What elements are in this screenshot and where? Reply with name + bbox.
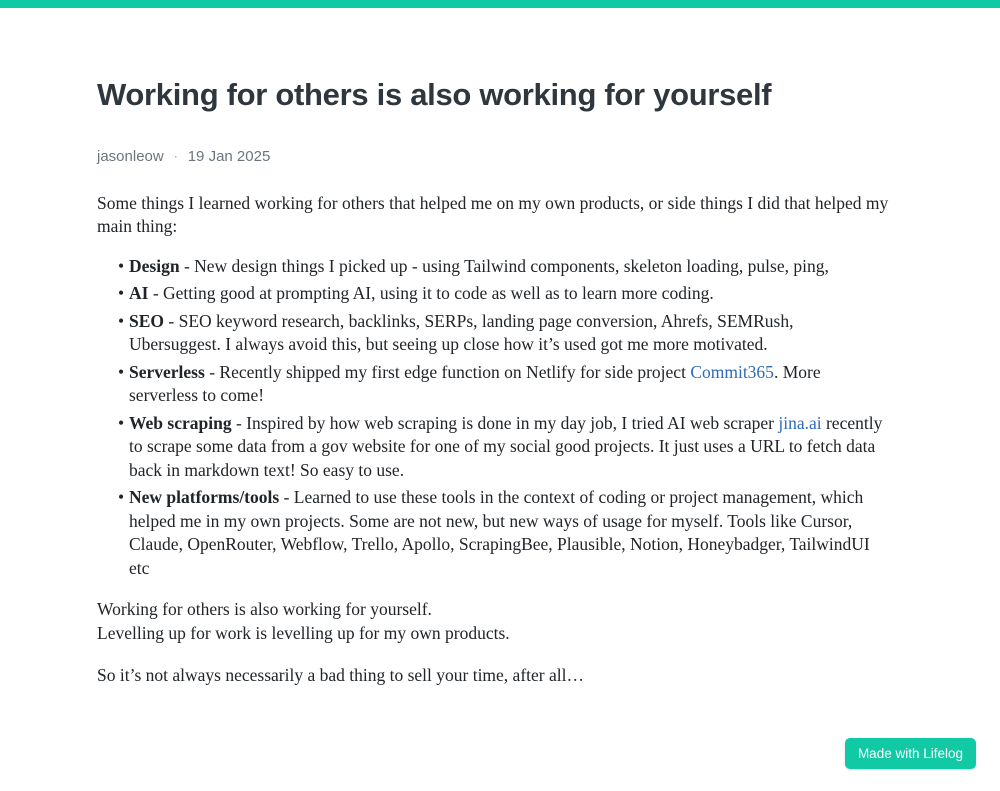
list-item-term: Web scraping	[129, 412, 232, 433]
page-title: Working for others is also working for yourself	[97, 77, 772, 112]
outro-line-2: Levelling up for work is levelling up for my own products.	[97, 622, 510, 643]
list-item: • New platforms/tools - Learned to use these tools in the context of coding or project management, which helped me in my own projects. Some are not new, but new ways of usage for myself. Tools like Cursor, Claude, OpenRouter, Webflow, Trello, Apollo, ScrapingBee, Plausible, Notion, Honeybadger, TailwindUI etc	[118, 487, 870, 578]
list-item: • Web scraping - Inspired by how web scraping is done in my day job, I tried AI web scraper jina.ai recently to scrape some data from a gov website for one of my social good projects. It just uses a URL to fetch data back in markdown text! So easy to use.	[118, 412, 883, 480]
intro-paragraph: Some things I learned working for others that helped me on my own products, or side things I did that helped my main thing:	[97, 192, 889, 237]
outro-paragraph	[97, 598, 889, 645]
bullet-icon: •	[118, 361, 125, 382]
list-item: • Serverless - Recently shipped my first edge function on Netlify for side project Commit365. More serverless to come!	[118, 361, 821, 406]
closing-paragraph: So it’s not always necessarily a bad thing to sell your time, after all…	[97, 665, 584, 686]
list-item: • AI - Getting good at prompting AI, using it to code as well as to learn more coding.	[118, 282, 889, 306]
top-accent-bar	[0, 0, 1000, 8]
list-item-term: New platforms/tools	[129, 487, 280, 508]
bullet-icon: •	[118, 487, 125, 508]
bullet-icon: •	[118, 412, 125, 433]
inline-link-commit365[interactable]: Commit365	[690, 361, 774, 382]
bullet-icon: •	[118, 255, 125, 276]
outro-line-1: Working for others is also working for yourself.	[97, 599, 432, 620]
byline	[97, 148, 889, 165]
post-date: 19 Jan 2025	[187, 147, 271, 165]
author-name[interactable]: jasonleow	[97, 147, 164, 165]
made-with-lifelog-badge[interactable]: Made with Lifelog	[845, 738, 976, 770]
list-item-term: Serverless	[129, 361, 205, 382]
inline-link-jina-ai[interactable]: jina.ai	[778, 412, 822, 433]
bullet-icon: •	[118, 310, 125, 331]
list-item-term: AI	[129, 283, 149, 304]
list-item: • Design - New design things I picked up - using Tailwind components, skeleton loading, pulse, ping,	[118, 255, 889, 279]
learnings-list	[97, 255, 889, 581]
bullet-icon: •	[118, 283, 125, 304]
list-item-term: Design	[129, 255, 180, 276]
list-item: • SEO - SEO keyword research, backlinks, SERPs, landing page conversion, Ahrefs, SEMRush, Ubersuggest. I always avoid this, but seeing up close how it’s used got me more motivated.	[118, 310, 794, 355]
byline-separator-dot: ·	[173, 149, 178, 164]
list-item-term: SEO	[129, 310, 165, 331]
blog-post	[97, 77, 889, 688]
